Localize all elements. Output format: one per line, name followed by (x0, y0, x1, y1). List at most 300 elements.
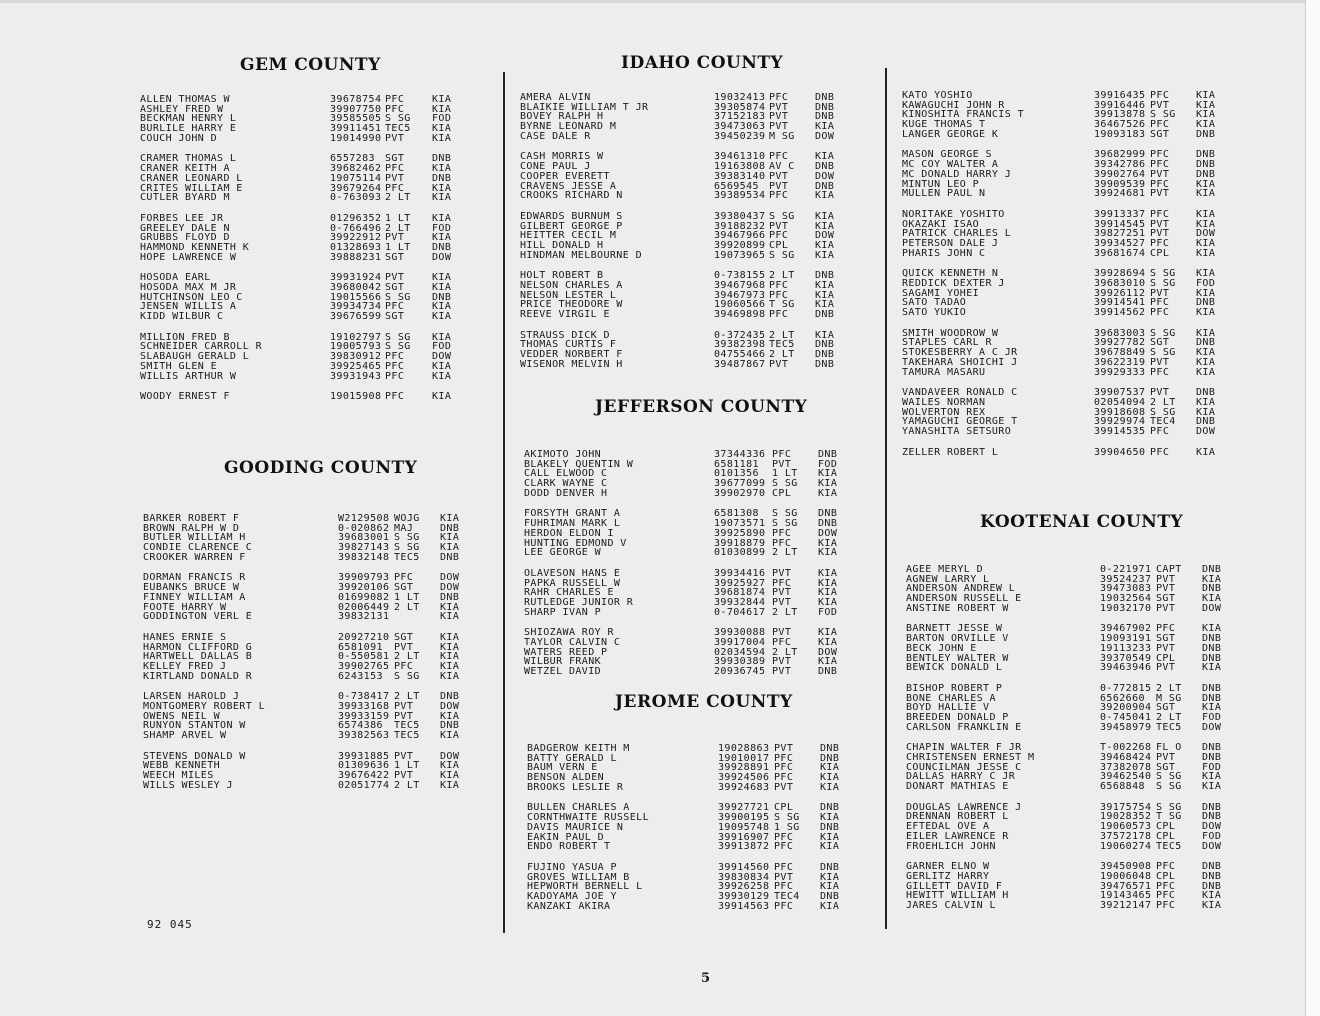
roster-status: KIA (1196, 347, 1216, 359)
roster-row (520, 132, 834, 142)
roster-rank: PFC (1150, 159, 1170, 171)
roster-rank: PVT (385, 232, 405, 244)
roster-rank: TEC5 (1156, 721, 1182, 733)
roster-serial: 19006048 (1100, 870, 1152, 882)
entry-group (140, 95, 451, 143)
roster-status: KIA (440, 651, 460, 663)
roster-status: KIA (1196, 109, 1216, 121)
entry-group (902, 150, 1215, 198)
roster-name: ANDERSON RUSSELL E (906, 593, 1022, 605)
roster-serial: 19060566 (714, 299, 766, 311)
roster-name: BECKMAN HENRY L (140, 113, 237, 125)
roster-status: KIA (432, 391, 452, 403)
roster-status: DNB (1196, 387, 1216, 399)
roster-name: JENSEN WILLIS A (140, 301, 237, 313)
roster-serial: 39902764 (1094, 168, 1146, 180)
entry-group (906, 684, 1221, 732)
roster-rank: PFC (769, 289, 789, 301)
roster-name: AKIMOTO JOHN (524, 449, 602, 460)
roster-serial: 39925927 (714, 577, 766, 589)
roster-serial: 39683003 (1094, 327, 1146, 339)
entry-group (140, 392, 451, 402)
roster-rank: 1 LT (772, 468, 798, 480)
roster-status: DNB (1196, 297, 1216, 309)
roster-serial: 39370549 (1100, 652, 1152, 664)
heading-gem-county: GEM COUNTY (240, 55, 381, 75)
roster-name: PHARIS JOHN C (902, 247, 986, 259)
roster-status: DNB (1202, 742, 1222, 754)
roster-rank: CAPT (1156, 564, 1182, 575)
roster-rank: PFC (385, 301, 405, 313)
roster-serial: 39681674 (1094, 247, 1146, 259)
roster-serial: W2129508 (338, 513, 390, 524)
roster-rank: PFC (385, 360, 405, 372)
roster-status: KIA (1202, 890, 1222, 902)
roster-status: KIA (440, 779, 460, 791)
roster-rank: PFC (1150, 208, 1170, 220)
roster-rank: PVT (772, 567, 792, 579)
roster-serial: 39927721 (718, 802, 770, 814)
roster-name: CALL ELWOOD C (524, 468, 608, 480)
roster-rank: PVT (769, 101, 789, 113)
roster-rank: 2 LT (1156, 711, 1182, 723)
roster-serial: 0-738417 (338, 691, 390, 703)
roster-name: GILLETT DAVID F (906, 880, 1003, 892)
roster-rank: PVT (394, 710, 414, 722)
roster-name: KADOYAMA JOE Y (527, 890, 617, 902)
roster-serial: 39918608 (1094, 406, 1146, 418)
page-right-edge (1305, 0, 1320, 1016)
roster-status: DOW (1202, 721, 1222, 733)
roster-name: DONART MATHIAS E (906, 781, 1009, 793)
roster-name: TAYLOR CALVIN C (524, 637, 621, 648)
roster-rank: PVT (385, 132, 405, 144)
roster-status: DNB (1196, 149, 1216, 161)
roster-row (143, 612, 459, 622)
roster-serial: 39473083 (1100, 583, 1152, 595)
roster-serial: 39832148 (338, 551, 390, 563)
heading-kootenai-county: KOOTENAI COUNTY (980, 512, 1184, 532)
roster-rank: S SG (772, 518, 798, 530)
roster-name: MC COY WALTER A (902, 159, 999, 171)
roster-serial: 19032413 (714, 92, 766, 103)
roster-name: FORSYTH GRANT A (524, 508, 621, 520)
roster-status: KIA (818, 478, 838, 490)
roster-status: KIA (1202, 662, 1222, 674)
roster-rank: PFC (769, 190, 789, 202)
roster-name: HOSODA MAX M JR (140, 282, 237, 293)
roster-status: KIA (440, 710, 460, 722)
roster-row (902, 427, 1215, 437)
roster-status: KIA (815, 151, 835, 163)
roster-name: BARKER ROBERT F (143, 513, 240, 524)
roster-status: DNB (820, 861, 840, 873)
roster-name: STAPLES CARL R (902, 337, 992, 349)
roster-row (520, 251, 834, 261)
roster-rank: TEC5 (394, 730, 420, 742)
roster-serial: 39900195 (718, 812, 770, 824)
roster-serial: 39933168 (338, 701, 390, 712)
roster-name: NELSON CHARLES A (520, 280, 623, 291)
roster-rank: PFC (1150, 307, 1170, 319)
roster-serial: 39389534 (714, 190, 766, 202)
roster-name: GODDINGTON VERL E (143, 611, 253, 623)
roster-name: BISHOP ROBERT P (906, 682, 1003, 694)
roster-status: DOW (815, 170, 835, 182)
roster-rank: PFC (1150, 119, 1170, 131)
roster-name: AGEE MERYL D (906, 564, 984, 575)
roster-serial: 6581091 (338, 641, 383, 653)
roster-name: BEWICK DONALD L (906, 662, 1003, 674)
roster-name: EAKIN PAUL D (527, 831, 605, 843)
roster-rank: TEC5 (769, 339, 795, 351)
heading-jefferson-county: JEFFERSON COUNTY (595, 397, 808, 417)
roster-name: HAMMOND KENNETH K (140, 241, 250, 253)
roster-rank: TEC4 (1150, 416, 1176, 428)
roster-status: DNB (440, 691, 460, 703)
roster-status: DOW (815, 130, 835, 142)
heading-gooding-county: GOODING COUNTY (224, 458, 418, 478)
roster-name: DODD DENVER H (524, 487, 608, 499)
roster-rank: PFC (774, 772, 794, 784)
roster-serial: 19073571 (714, 518, 766, 530)
roster-rank: PFC (769, 280, 789, 291)
roster-name: NORITAKE YOSHITO (902, 208, 1005, 220)
roster-serial: 39932844 (714, 596, 766, 608)
roster-status: DNB (820, 743, 840, 754)
roster-rank: S SG (1150, 278, 1176, 289)
roster-name: AMERA ALVIN (520, 92, 591, 103)
entry-group (527, 863, 839, 911)
entry-group (524, 628, 837, 676)
roster-serial: 39930389 (714, 656, 766, 668)
roster-rank: PFC (1150, 297, 1170, 309)
roster-rank: 1 LT (385, 212, 411, 224)
roster-rank: SGT (385, 282, 405, 293)
roster-rank: PVT (769, 170, 789, 182)
roster-name: GARNER ELNO W (906, 861, 990, 873)
roster-name: BURLILE HARRY E (140, 123, 237, 135)
roster-name: YANASHITA SETSURO (902, 425, 1012, 437)
roster-status: DNB (440, 591, 460, 603)
roster-serial: 39931943 (330, 370, 382, 382)
roster-rank: PFC (385, 182, 405, 194)
roster-rank: PVT (394, 770, 414, 782)
roster-serial: 19010017 (718, 752, 770, 764)
roster-status: KIA (432, 370, 452, 382)
roster-name: MILLION FRED B (140, 331, 230, 343)
roster-rank: SGT (1156, 633, 1176, 645)
roster-serial: 39907750 (330, 103, 382, 115)
roster-serial: 19060573 (1100, 821, 1152, 833)
roster-serial: 39929974 (1094, 416, 1146, 428)
roster-status: KIA (432, 272, 452, 284)
roster-serial: 20936745 (714, 666, 766, 678)
roster-serial: 02054094 (1094, 396, 1146, 408)
roster-serial: 39909539 (1094, 178, 1146, 190)
roster-status: FOD (1202, 761, 1222, 773)
roster-name: FROEHLICH JOHN (906, 840, 996, 852)
roster-rank: PVT (774, 871, 794, 883)
roster-serial: 39928891 (718, 762, 770, 774)
roster-rank: SGT (1156, 593, 1176, 605)
roster-rank: S SG (385, 341, 411, 353)
roster-serial: 6243153 (338, 670, 383, 682)
roster-name: TAMURA MASARU (902, 366, 986, 378)
roster-serial: 6581181 (714, 458, 759, 470)
roster-name: FUJINO YASUA P (527, 861, 617, 873)
roster-name: HEPWORTH BERNELL L (527, 881, 643, 893)
roster-rank: PFC (1150, 178, 1170, 190)
roster-status: KIA (432, 163, 452, 175)
roster-rank: 2 LT (772, 547, 798, 559)
roster-status: DNB (815, 161, 835, 173)
roster-rank: T SG (769, 299, 795, 311)
roster-rank: CPL (1156, 830, 1176, 842)
roster-serial: 39450239 (714, 130, 766, 142)
page-number: 5 (701, 971, 711, 986)
roster-name: THOMAS CURTIS F (520, 339, 617, 351)
section-kootenai-county-continued (902, 91, 1215, 468)
roster-status: KIA (815, 289, 835, 301)
roster-rank: PFC (1156, 899, 1176, 911)
entry-group (902, 91, 1215, 139)
roster-serial: 01328693 (330, 241, 382, 253)
roster-serial: 0-772815 (1100, 682, 1152, 694)
roster-status: KIA (815, 239, 835, 251)
roster-name: OWENS NEIL W (143, 710, 221, 722)
roster-rank: M SG (769, 130, 795, 142)
roster-serial: 0-221971 (1100, 564, 1152, 575)
roster-rank: PFC (774, 861, 794, 873)
roster-serial: 19093183 (1094, 128, 1146, 140)
roster-serial: 37344336 (714, 449, 766, 460)
roster-rank: 2 LT (394, 691, 420, 703)
roster-name: GROVES WILLIAM B (527, 871, 630, 883)
roster-row (140, 312, 451, 322)
roster-name: COUCH JOHN D (140, 132, 218, 144)
roster-status: DNB (818, 666, 838, 678)
roster-serial: 39682462 (330, 163, 382, 175)
roster-rank: PFC (774, 752, 794, 764)
roster-serial: 6569545 (714, 180, 759, 192)
roster-status: KIA (432, 232, 452, 244)
roster-name: KIDD WILBUR C (140, 311, 224, 323)
roster-serial: 39913872 (718, 841, 770, 853)
entry-group (906, 803, 1221, 851)
roster-serial: 39914545 (1094, 218, 1146, 230)
roster-row (140, 134, 451, 144)
roster-status: FOD (818, 458, 838, 470)
roster-row (906, 901, 1221, 911)
roster-name: ZELLER ROBERT L (902, 446, 999, 458)
roster-serial: 01030899 (714, 547, 766, 559)
section-gem-county (140, 95, 451, 413)
entry-group (520, 93, 834, 141)
roster-status: KIA (815, 220, 835, 232)
roster-name: ASHLEY FRED W (140, 103, 224, 115)
roster-rank: 2 LT (1156, 682, 1182, 694)
section-jefferson-county (524, 450, 837, 688)
roster-row (524, 489, 837, 499)
roster-name: WOODY ERNEST F (140, 391, 230, 403)
roster-status: FOD (1196, 278, 1216, 289)
roster-rank: S SG (774, 812, 800, 824)
roster-rank: 2 LT (769, 270, 795, 282)
roster-rank: 2 LT (385, 222, 411, 234)
footer-code: 92 045 (147, 918, 193, 931)
roster-serial: 39487867 (714, 358, 766, 370)
roster-name: PATRICK CHARLES L (902, 228, 1012, 240)
roster-serial: 0101356 (714, 468, 759, 480)
roster-status: KIA (815, 121, 835, 133)
roster-row (140, 392, 451, 402)
roster-rank: S SG (769, 210, 795, 222)
roster-rank: PVT (769, 220, 789, 232)
roster-rank: 2 LT (385, 192, 411, 204)
roster-serial: 39450908 (1100, 861, 1152, 873)
roster-rank: PFC (1156, 880, 1176, 892)
roster-status: DNB (818, 449, 838, 460)
roster-serial: 19032170 (1100, 602, 1152, 614)
roster-name: NELSON LESTER L (520, 289, 617, 301)
roster-status: DOW (440, 701, 460, 712)
roster-rank: SGT (1156, 761, 1176, 773)
roster-status: KIA (1196, 218, 1216, 230)
roster-serial: 39678849 (1094, 347, 1146, 359)
roster-serial: 39680042 (330, 282, 382, 293)
roster-serial: 19093191 (1100, 633, 1152, 645)
entry-group (140, 273, 451, 321)
roster-status: KIA (432, 94, 452, 105)
roster-serial: 02034594 (714, 646, 766, 658)
roster-serial: 19102797 (330, 331, 382, 343)
roster-status: KIA (818, 487, 838, 499)
roster-serial: 39212147 (1100, 899, 1152, 911)
roster-serial: 6581308 (714, 508, 759, 520)
roster-name: BLAIKIE WILLIAM T JR (520, 101, 649, 113)
roster-name: JARES CALVIN L (906, 899, 996, 911)
roster-name: FOOTE HARRY W (143, 601, 227, 613)
roster-row (906, 604, 1221, 614)
roster-rank: TEC5 (394, 551, 420, 563)
roster-serial: 39676422 (338, 770, 390, 782)
roster-rank: S SG (394, 532, 420, 544)
roster-serial: 39468424 (1100, 752, 1152, 763)
roster-serial: 39380437 (714, 210, 766, 222)
roster-serial: 39382398 (714, 339, 766, 351)
roster-status: KIA (1196, 366, 1216, 378)
roster-rank: PFC (385, 94, 405, 105)
roster-serial: 39911451 (330, 123, 382, 135)
roster-serial: 39914562 (1094, 307, 1146, 319)
roster-rank: S SG (394, 670, 420, 682)
roster-serial: T-002268 (1100, 742, 1152, 754)
roster-serial: 19113233 (1100, 642, 1152, 654)
roster-status: KIA (1196, 327, 1216, 339)
roster-status: KIA (1196, 247, 1216, 259)
roster-name: GERLITZ HARRY (906, 870, 990, 882)
roster-serial: 39458979 (1100, 721, 1152, 733)
roster-status: KIA (432, 282, 452, 293)
roster-rank: PFC (1150, 237, 1170, 249)
roster-rank: PVT (1150, 287, 1170, 299)
roster-rank: 1 SG (774, 821, 800, 833)
roster-serial: 39918879 (714, 537, 766, 549)
roster-serial: 39200904 (1100, 702, 1152, 714)
roster-rank: PVT (385, 172, 405, 184)
roster-serial: 39827143 (338, 542, 390, 554)
entry-group (140, 333, 451, 381)
roster-name: LARSEN HAROLD J (143, 691, 240, 703)
roster-status: KIA (1196, 307, 1216, 319)
roster-rank: PFC (1150, 425, 1170, 437)
roster-status: KIA (815, 210, 835, 222)
roster-serial: 19028863 (718, 743, 770, 754)
roster-rank: PFC (385, 103, 405, 115)
heading-jerome-county: JEROME COUNTY (615, 692, 793, 712)
roster-rank: PVT (1150, 228, 1170, 240)
roster-name: PETERSON DALE J (902, 237, 999, 249)
roster-status: DNB (1202, 564, 1222, 575)
roster-name: PAPKA RUSSELL W (524, 577, 621, 589)
roster-status: DNB (1202, 652, 1222, 664)
roster-status: DOW (1196, 228, 1216, 240)
roster-status: KIA (440, 770, 460, 782)
roster-serial: 39914541 (1094, 297, 1146, 309)
roster-status: KIA (440, 631, 460, 643)
roster-status: FOD (432, 341, 452, 353)
entry-group (520, 152, 834, 200)
roster-status: KIA (815, 280, 835, 291)
roster-name: COOPER EVERETT (520, 170, 610, 182)
roster-rank: PVT (769, 111, 789, 123)
roster-status: DNB (815, 349, 835, 361)
roster-row (906, 842, 1221, 852)
roster-serial: 0-550581 (338, 651, 390, 663)
roster-rank: PFC (1150, 149, 1170, 161)
roster-serial: 39677099 (714, 478, 766, 490)
roster-status: DOW (440, 572, 460, 584)
roster-status: KIA (440, 730, 460, 742)
roster-name: HERDON ELDON I (524, 527, 614, 539)
roster-status: KIA (432, 360, 452, 372)
roster-status: KIA (1202, 623, 1222, 635)
roster-rank: PVT (394, 750, 414, 762)
roster-name: CONE PAUL J (520, 161, 591, 173)
entry-group (906, 624, 1221, 672)
roster-rank: S SG (385, 331, 411, 343)
roster-name: HARTWELL DALLAS B (143, 651, 253, 663)
roster-rank: PFC (385, 370, 405, 382)
entry-group (143, 752, 459, 791)
roster-status: DNB (818, 508, 838, 520)
roster-row (524, 548, 837, 558)
roster-rank: PFC (1156, 623, 1176, 635)
roster-row (906, 723, 1221, 733)
roster-status: KIA (1196, 178, 1216, 190)
roster-name: SATO YUKIO (902, 307, 967, 319)
roster-name: COUNCILMAN JESSE C (906, 761, 1022, 773)
roster-name: CORNTHWAITE RUSSELL (527, 812, 649, 824)
roster-serial: 39467966 (714, 230, 766, 242)
roster-serial: 39902765 (338, 660, 390, 672)
entry-group (906, 862, 1221, 910)
roster-rank: PVT (772, 587, 792, 599)
roster-name: KELLEY FRED J (143, 660, 227, 672)
roster-name: RUTLEDGE JUNIOR R (524, 596, 634, 608)
roster-serial: 0-372435 (714, 329, 766, 341)
